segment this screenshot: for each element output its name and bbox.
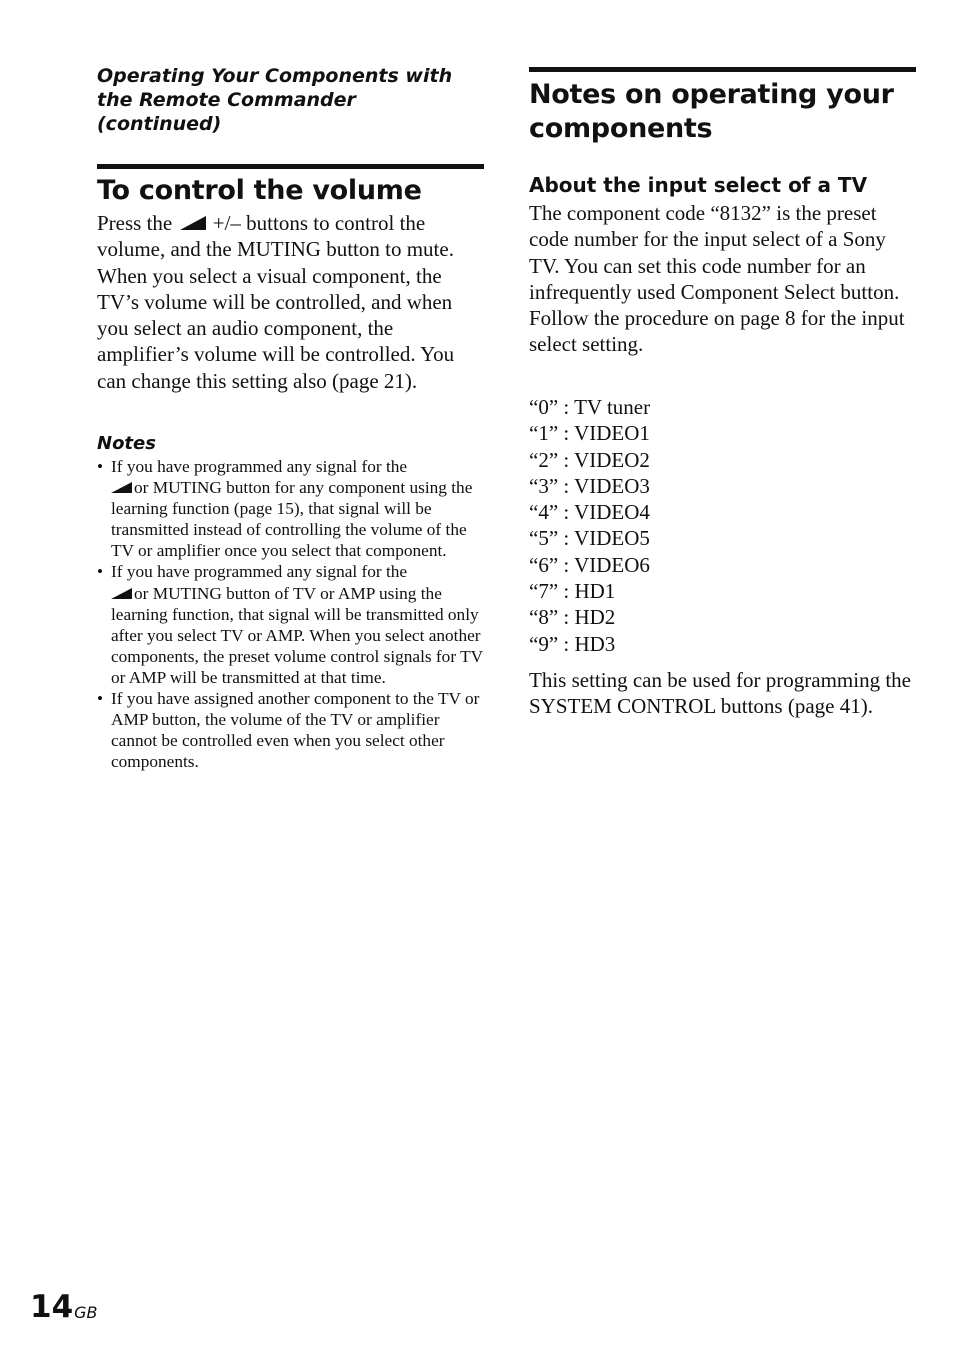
list-item: “9” : HD3 [529, 631, 616, 656]
list-item: “2” : VIDEO2 [529, 447, 650, 472]
note-text: If you have assigned another component to the TV or AMP button, the volume of the TV or amplifier cannot be controlled even when you select other components. [111, 689, 480, 772]
section-title-line-2: components [529, 113, 713, 144]
list-item: “7” : HD1 [529, 579, 616, 604]
input-select-paragraph-2: Follow the procedure on page 8 for the input select setting. [529, 306, 905, 357]
page-number-value: 14 [30, 1289, 74, 1325]
page-number-suffix: GB [74, 1303, 98, 1322]
input-code-list [529, 394, 650, 657]
bullet: • [97, 689, 104, 709]
notes-list [97, 456, 487, 772]
system-control-paragraph: This setting can be used for programming the SYSTEM CONTROL buttons (page 41). [529, 668, 911, 719]
input-select-paragraphs [529, 200, 919, 358]
section-title-line-1: Notes on operating your [529, 79, 894, 110]
list-item: “8” : HD2 [529, 605, 616, 630]
notes-heading: Notes [97, 433, 156, 454]
bullet: • [97, 562, 104, 582]
note-text-rest: or MUTING button of TV or AMP using the learning function, that signal will be transmitted only after you select TV or AMP. When you select another components, the preset volume control signals for TV or AMP will be transmitted at that time. [111, 583, 483, 687]
note-item-1 [97, 456, 487, 561]
list-item: “0” : TV tuner [529, 395, 651, 419]
bullet: • [97, 457, 104, 476]
running-header-line-2: the Remote Commander [97, 89, 356, 111]
volume-wedge-icon [111, 482, 132, 493]
running-header-line-3: (continued) [97, 113, 222, 135]
page-number [30, 1287, 98, 1327]
volume-wedge-icon [111, 588, 132, 599]
running-header [97, 64, 487, 136]
volume-paragraph-rest: +/– buttons to control the volume, and the MUTING button to mute. When you select a visual component, the TV’s volume will be controlled, and when you select an audio component, the amplifier’s volume will be controlled. You can change this setting also (page 21). [97, 211, 455, 393]
note-item-3 [97, 688, 487, 772]
section-title-notes-operating [529, 78, 919, 146]
list-item: “3” : VIDEO3 [529, 473, 650, 498]
volume-wedge-icon [180, 216, 206, 230]
list-item: “4” : VIDEO4 [529, 500, 650, 525]
section-rule-right [529, 67, 916, 72]
note-text-rest: or MUTING button for any component using the learning function (page 15), that signal will be transmitted instead of controlling the volume of the TV or amplifier once you select that component. [111, 478, 473, 561]
list-item: “6” : VIDEO6 [529, 552, 650, 577]
list-item: “1” : VIDEO1 [529, 421, 650, 446]
input-select-paragraph-1: The component code “8132” is the preset code number for the input select of a Sony TV. You can set this code number for an infrequently used Component Select button. [529, 201, 900, 304]
section-title-volume: To control the volume [97, 175, 422, 206]
note-text-start: If you have programmed any signal for the [111, 562, 408, 582]
section-rule-left [97, 164, 484, 169]
volume-paragraph-start: Press the [97, 211, 173, 235]
list-item: “5” : VIDEO5 [529, 526, 650, 551]
subsection-title-input-select: About the input select of a TV [529, 173, 868, 197]
note-text-start: If you have programmed any signal for the [111, 457, 408, 476]
running-header-line-1: Operating Your Components with [97, 65, 453, 87]
note-item-2 [97, 561, 487, 688]
volume-paragraph [97, 210, 487, 394]
